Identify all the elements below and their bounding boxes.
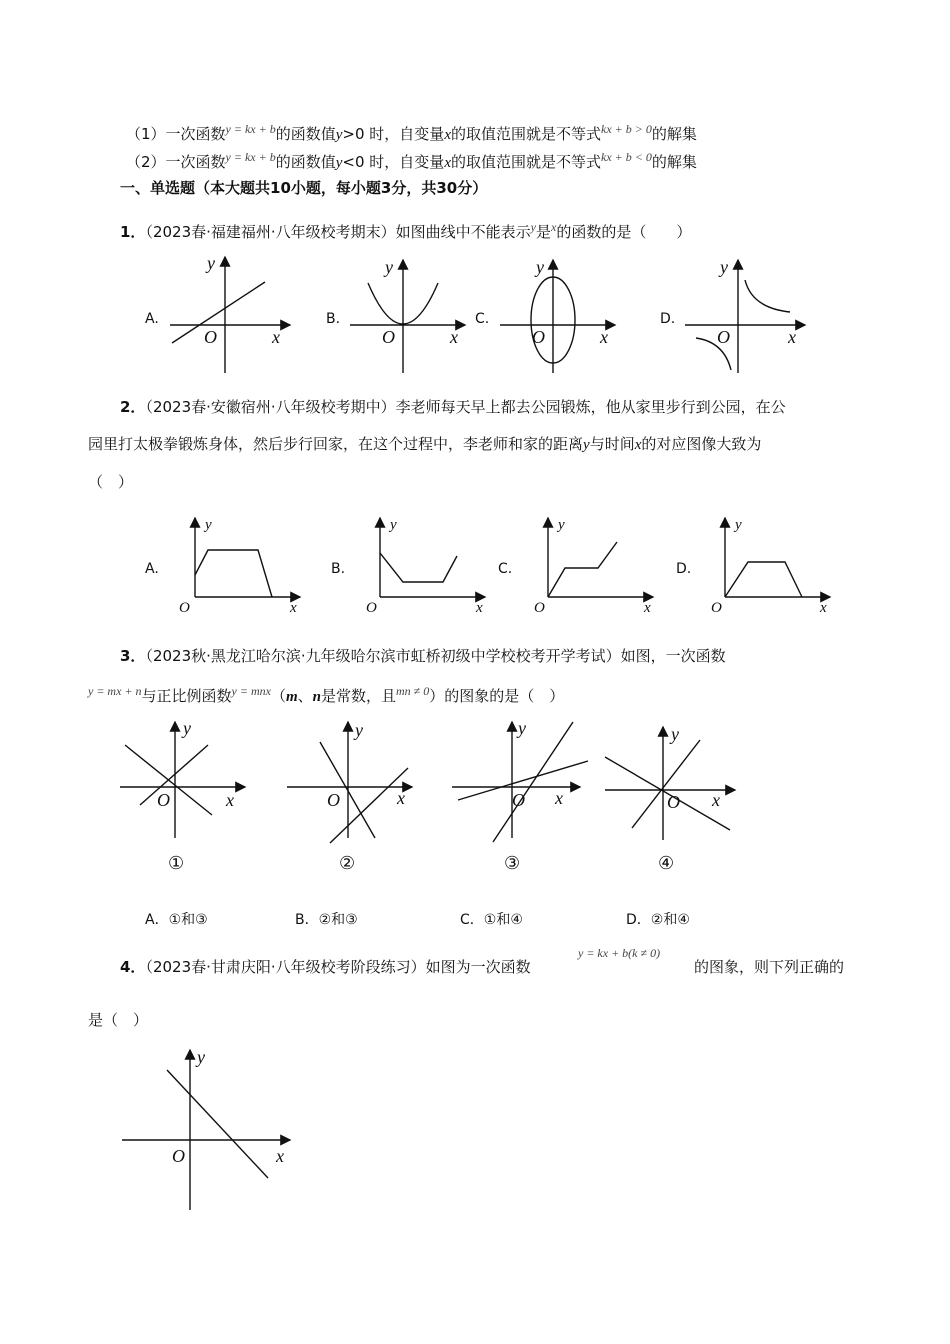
- svg-text:y: y: [355, 720, 363, 740]
- question-4-line-1b: 的图象，则下列正确的: [694, 958, 845, 976]
- svg-text:x: x: [290, 600, 297, 616]
- svg-text:y: y: [735, 517, 742, 533]
- q3-graph-3: [452, 722, 588, 842]
- svg-text:x: x: [276, 1146, 284, 1166]
- svg-text:y: y: [558, 517, 565, 533]
- q3-choice-d[interactable]: D．②和④: [626, 912, 690, 928]
- svg-text:x: x: [272, 327, 280, 347]
- q1-option-b[interactable]: B.: [326, 311, 341, 327]
- q2-option-b[interactable]: B.: [331, 561, 346, 577]
- svg-text:②: ②: [339, 853, 356, 874]
- question-2-line-1: 2．（2023春·安徽宿州·八年级校考期中）李老师每天早上都去公园锻炼，他从家里步行到公园，在公: [120, 398, 786, 416]
- svg-text:y: y: [197, 1047, 205, 1067]
- svg-text:x: x: [397, 788, 405, 808]
- q4-graph: [122, 1050, 290, 1210]
- svg-text:y: y: [385, 257, 393, 277]
- svg-text:O: O: [512, 790, 525, 810]
- question-3-line-2: $^{y = mx + n}$与正比例函数$^{y = mnx}$（m、n是常数，且$^{mn \ne 0}$）的图象的是（ ）: [88, 684, 565, 705]
- svg-text:O: O: [172, 1146, 185, 1166]
- svg-text:x: x: [555, 788, 563, 808]
- svg-text:O: O: [382, 327, 395, 347]
- q2-option-d[interactable]: D.: [676, 561, 692, 577]
- svg-text:O: O: [534, 600, 545, 616]
- q1-graph-a: [170, 257, 290, 373]
- svg-text:y: y: [207, 253, 215, 273]
- q3-graph-2: [287, 722, 412, 843]
- svg-text:x: x: [788, 327, 796, 347]
- svg-text:O: O: [157, 790, 170, 810]
- section-heading: 一、单选题（本大题共10小题，每小题3分，共30分）: [120, 179, 488, 197]
- formula: kx + b < 0: [601, 150, 652, 164]
- intro-line-1: （1）一次函数$^{y = kx + b}$的函数值y>0 时，自变量x的取值范围就是不等式$^{kx + b > 0}$的解集: [126, 122, 697, 143]
- q3-choice-a[interactable]: A．①和③: [145, 912, 208, 928]
- formula: y = kx + b: [225, 122, 276, 136]
- svg-text:y: y: [720, 257, 728, 277]
- svg-text:O: O: [711, 600, 722, 616]
- svg-text:x: x: [712, 790, 720, 810]
- q3-graph-1: [120, 722, 245, 838]
- svg-text:O: O: [179, 600, 190, 616]
- svg-text:x: x: [644, 600, 651, 616]
- svg-text:O: O: [717, 327, 730, 347]
- svg-text:③: ③: [504, 853, 521, 874]
- q1-option-c[interactable]: C.: [475, 311, 490, 327]
- svg-text:y: y: [518, 718, 526, 738]
- intro-line-2: （2）一次函数$^{y = kx + b}$的函数值y<0 时，自变量x的取值范围就是不等式$^{kx + b < 0}$的解集: [126, 150, 697, 171]
- svg-text:x: x: [476, 600, 483, 616]
- question-1: 1．（2023春·福建福州·八年级校考期末）如图曲线中不能表示$^y$是$^x$的函数的是（ ）: [120, 220, 692, 241]
- svg-text:x: x: [450, 327, 458, 347]
- q1-graph-c: [500, 260, 615, 373]
- svg-text:x: x: [820, 600, 827, 616]
- q3-graph-4: [605, 727, 735, 840]
- svg-text:x: x: [226, 790, 234, 810]
- svg-text:x: x: [600, 327, 608, 347]
- svg-text:O: O: [667, 792, 680, 812]
- question-4-line-2: 是（ ）: [88, 1011, 149, 1029]
- svg-text:O: O: [327, 790, 340, 810]
- question-2-line-3: （ ）: [88, 473, 134, 491]
- q1-option-d[interactable]: D.: [660, 311, 676, 327]
- q1-graph-b: [350, 260, 465, 373]
- svg-text:y: y: [671, 724, 679, 744]
- svg-text:y: y: [390, 517, 397, 533]
- question-2-line-2: 园里打太极拳锻炼身体，然后步行回家，在这个过程中，李老师和家的距离y与时间x的对应图像大致为: [88, 435, 762, 453]
- formula: kx + b > 0: [601, 122, 652, 136]
- q2-option-a[interactable]: A.: [145, 561, 159, 577]
- q1-option-a[interactable]: A.: [145, 311, 159, 327]
- svg-text:y: y: [536, 257, 544, 277]
- svg-text:y: y: [183, 718, 191, 738]
- question-4-line-1: 4．（2023春·甘肃庆阳·八年级校考阶段练习）如图为一次函数: [120, 958, 531, 976]
- q3-choice-c[interactable]: C．①和④: [460, 912, 523, 928]
- q3-choice-b[interactable]: B．②和③: [295, 912, 358, 928]
- q4-formula: y = kx + b(k ≠ 0): [578, 946, 661, 960]
- svg-text:y: y: [205, 517, 212, 533]
- svg-text:O: O: [366, 600, 377, 616]
- svg-text:O: O: [532, 327, 545, 347]
- svg-text:O: O: [204, 327, 217, 347]
- q1-graph-d: [685, 260, 805, 373]
- formula: y = kx + b: [225, 150, 276, 164]
- q2-option-c[interactable]: C.: [498, 561, 513, 577]
- question-3-line-1: 3．（2023秋·黑龙江哈尔滨·九年级哈尔滨市虹桥初级中学校校考开学考试）如图，一次函数: [120, 647, 726, 665]
- svg-text:①: ①: [168, 853, 185, 874]
- svg-text:④: ④: [658, 853, 675, 874]
